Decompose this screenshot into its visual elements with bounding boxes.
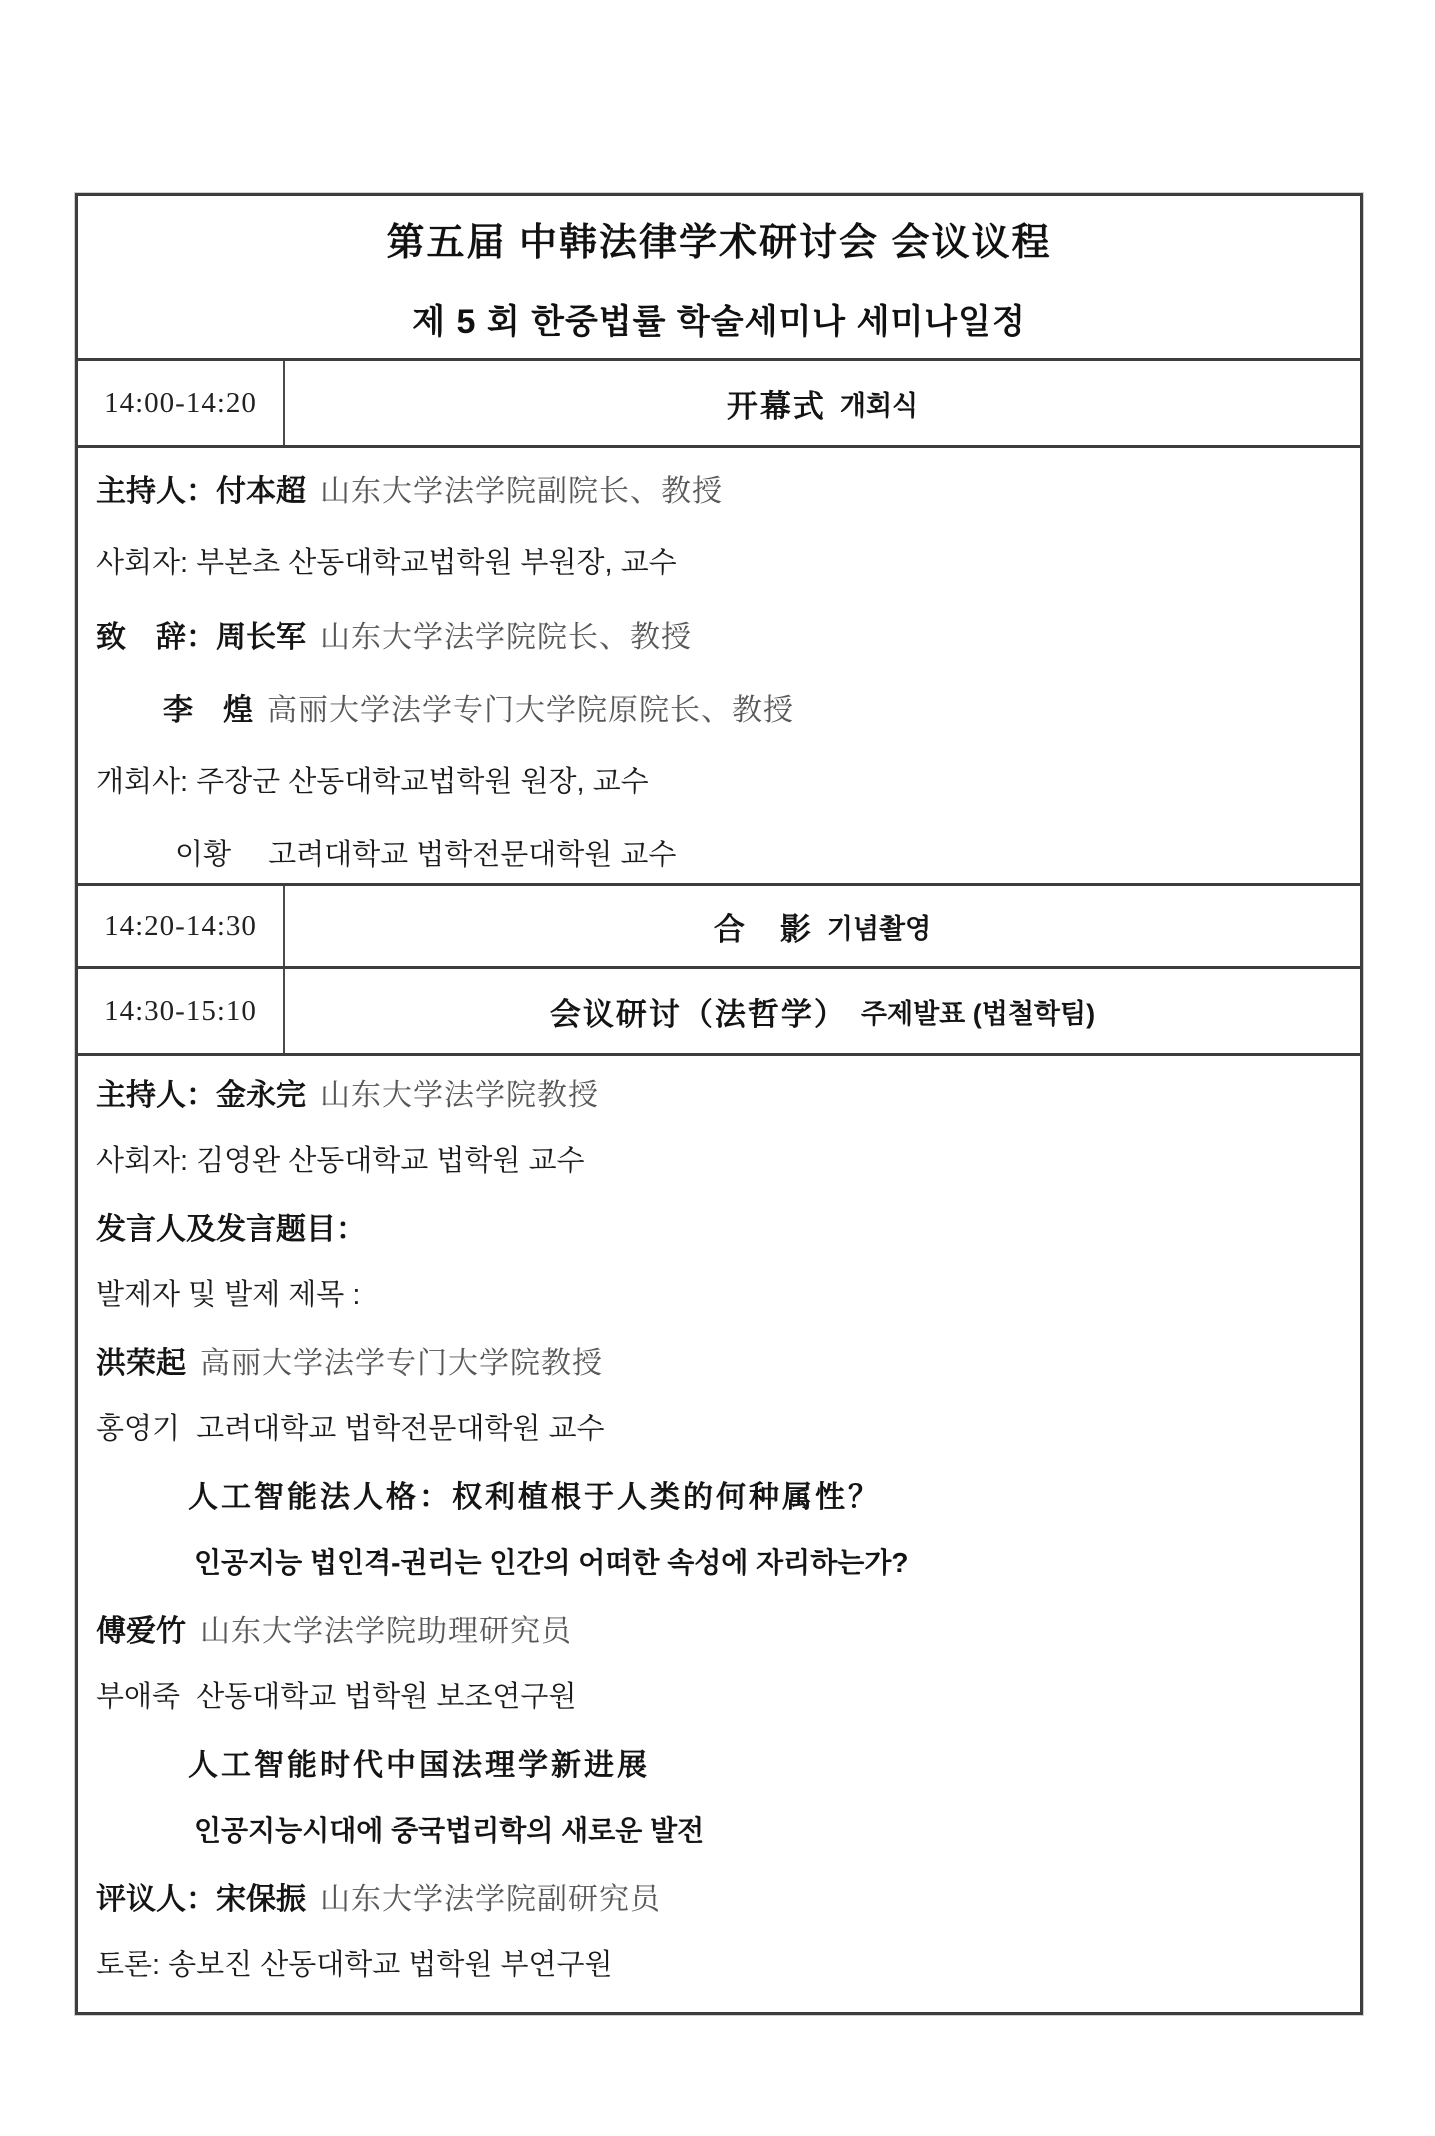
topic2-line-ko: [96, 1795, 1344, 1862]
host-affiliation-zh: 山东大学法学院副院长、教授: [320, 474, 723, 508]
speakers-heading-ko: [96, 1259, 1344, 1326]
topic2-line-zh: [96, 1728, 1344, 1795]
seminar-host-affiliation-zh: 山东大学法学院教授: [320, 1078, 599, 1112]
speaker1-name-zh: 洪荣起: [96, 1346, 186, 1380]
seminar-host-name-zh: 主持人：金永完: [96, 1078, 306, 1112]
topic1-line-ko: [96, 1527, 1344, 1594]
speech-affiliation-zh: 山东大学法学院院长、教授: [320, 620, 692, 654]
opening-host-line-ko: [96, 524, 1344, 597]
time-opening: 14:00-14:20: [78, 361, 285, 445]
event-seminar-ko: 주제발표 (법철학팀): [860, 998, 1096, 1029]
opening-details-block: [78, 445, 1360, 883]
discussant-ko: 토론: 송보진 산동대학교 법학원 부연구원: [96, 1949, 613, 1981]
speaker1-ko: 홍영기 고려대학교 법학전문대학원 교수: [96, 1413, 605, 1445]
opening-speech-line-zh: [96, 597, 1344, 670]
schedule-row-seminar: [78, 966, 1360, 1053]
speaker1-line-ko: [96, 1393, 1344, 1460]
event-photo-ko: 기념촬영: [826, 913, 932, 944]
opening-speech2-line-ko: [96, 816, 1344, 889]
opening-speech-line-ko: [96, 743, 1344, 816]
schedule-row-opening: [78, 358, 1360, 445]
speakers-heading-zh: [96, 1192, 1344, 1259]
opening-host-line-zh: [96, 451, 1344, 524]
seminar-host-line-ko: [96, 1125, 1344, 1192]
host-label-name-zh: 主持人：付本超: [96, 474, 306, 508]
speaker1-affiliation-zh: 高丽大学法学专门大学院教授: [200, 1346, 603, 1380]
discussant-name-zh: 评议人：宋保振: [96, 1882, 306, 1916]
speaker2-line-ko: [96, 1661, 1344, 1728]
schedule-row-photo: [78, 883, 1360, 966]
speaker2-name-zh: 傅爱竹: [96, 1614, 186, 1648]
speech2-line-ko: 이황 고려대학교 법학전문대학원 교수: [175, 839, 677, 871]
speech-label-name-zh: 致 辞：周长军: [96, 620, 306, 654]
time-seminar: 14:30-15:10: [78, 969, 285, 1053]
speech2-affiliation-zh: 高丽大学法学专门大学院原院长、教授: [267, 693, 794, 727]
event-seminar: [285, 969, 1360, 1053]
discussant-affiliation-zh: 山东大学法学院副研究员: [320, 1882, 661, 1916]
speaker2-ko: 부애죽 산동대학교 법학원 보조연구원: [96, 1681, 577, 1713]
speaker1-line-zh: [96, 1326, 1344, 1393]
speakers-heading-label-zh: 发言人及发言题目：: [96, 1212, 366, 1246]
title-row: [78, 196, 1360, 358]
time-photo: 14:20-14:30: [78, 886, 285, 966]
topic2-zh: 人工智能时代中国法理学新进展: [188, 1748, 650, 1782]
seminar-host-line-zh: [96, 1058, 1344, 1125]
speaker2-line-zh: [96, 1594, 1344, 1661]
seminar-details-block: [78, 1053, 1360, 2012]
seminar-host-ko: 사회자: 김영완 산동대학교 법학원 교수: [96, 1145, 585, 1177]
speaker2-affiliation-zh: 山东大学法学院助理研究员: [200, 1614, 572, 1648]
event-opening-zh: 开幕式: [726, 388, 826, 424]
discussant-line-zh: [96, 1862, 1344, 1929]
topic1-zh: 人工智能法人格：权利植根于人类的何种属性？: [188, 1480, 881, 1514]
topic2-ko: 인공지능시대에 중국법리학의 새로운 발전: [194, 1814, 705, 1846]
speech2-name-zh: 李 煌: [163, 693, 253, 727]
event-photo: [285, 886, 1360, 966]
event-opening: [285, 361, 1360, 445]
event-photo-zh: 合 影: [713, 911, 813, 947]
speakers-heading-label-ko: 발제자 및 발제 제목 :: [96, 1279, 361, 1311]
page-title-chinese: 第五届 中韩法律学术研讨会 会议议程: [386, 222, 1052, 264]
host-line-ko: 사회자: 부본초 산동대학교법학원 부원장, 교수: [96, 547, 677, 579]
discussant-line-ko: [96, 1929, 1344, 1996]
opening-speech2-line-zh: [96, 670, 1344, 743]
event-seminar-zh: 会议研讨（法哲学）: [549, 996, 847, 1032]
page-title-korean: 제 5 회 한중법률 학술세미나 세미나일정: [412, 303, 1026, 341]
event-opening-ko: 개회식: [839, 390, 919, 421]
topic1-line-zh: [96, 1460, 1344, 1527]
topic1-ko: 인공지능 법인격-권리는 인간의 어떠한 속성에 자리하는가?: [194, 1546, 909, 1578]
agenda-table: [75, 193, 1363, 2015]
speech-line-ko: 개회사: 주장군 산동대학교법학원 원장, 교수: [96, 766, 649, 798]
